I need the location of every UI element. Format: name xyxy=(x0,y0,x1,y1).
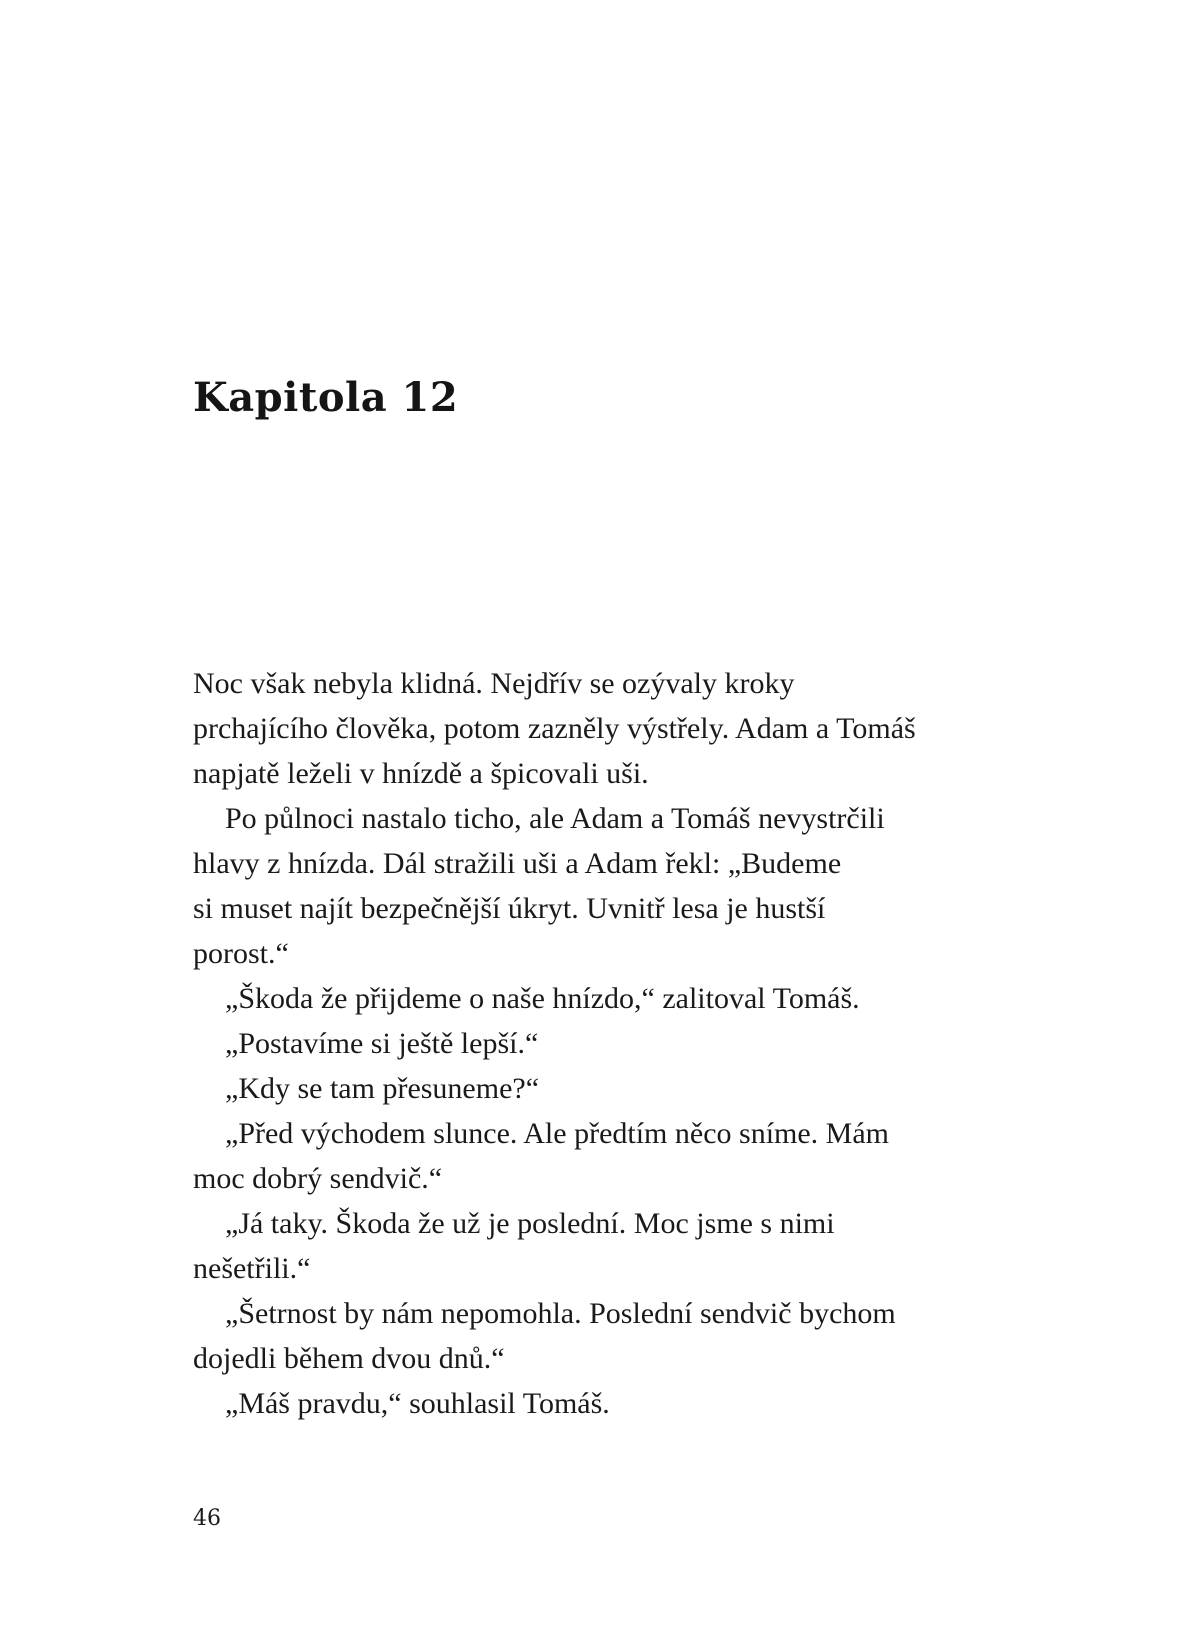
text-line: hlavy z hnízda. Dál stražili uši a Adam řekl: „Budeme xyxy=(193,847,842,880)
chapter-body xyxy=(193,661,1013,1426)
text-line: nešetřili.“ xyxy=(193,1252,311,1285)
text-line: „Postavíme si ještě lepší.“ xyxy=(225,1027,539,1060)
text-line: „Šetrnost by nám nepomohla. Poslední sendvič bychom xyxy=(225,1297,896,1330)
chapter-title: Kapitola 12 xyxy=(193,374,459,421)
text-line: „Já taky. Škoda že už je poslední. Moc jsme s nimi xyxy=(225,1207,835,1240)
text-line: dojedli během dvou dnů.“ xyxy=(193,1342,505,1375)
text-line: „Škoda že přijdeme o naše hnízdo,“ zalitoval Tomáš. xyxy=(225,982,860,1015)
text-line: „Máš pravdu,“ souhlasil Tomáš. xyxy=(225,1387,610,1420)
text-line: napjatě leželi v hnízdě a špicovali uši. xyxy=(193,757,649,790)
text-line: si muset najít bezpečnější úkryt. Uvnitř lesa je hustší xyxy=(193,892,826,925)
text-line: moc dobrý sendvič.“ xyxy=(193,1162,443,1195)
text-line: „Kdy se tam přesuneme?“ xyxy=(225,1072,540,1105)
text-line: Po půlnoci nastalo ticho, ale Adam a Tomáš nevystrčili xyxy=(225,802,885,835)
text-line: porost.“ xyxy=(193,937,289,970)
text-line: prchajícího člověka, potom zazněly výstřely. Adam a Tomáš xyxy=(193,712,916,745)
text-line: „Před východem slunce. Ale předtím něco sníme. Mám xyxy=(225,1117,889,1150)
page-number: 46 xyxy=(193,1506,221,1531)
text-line: Noc však nebyla klidná. Nejdřív se ozývaly kroky xyxy=(193,667,795,700)
